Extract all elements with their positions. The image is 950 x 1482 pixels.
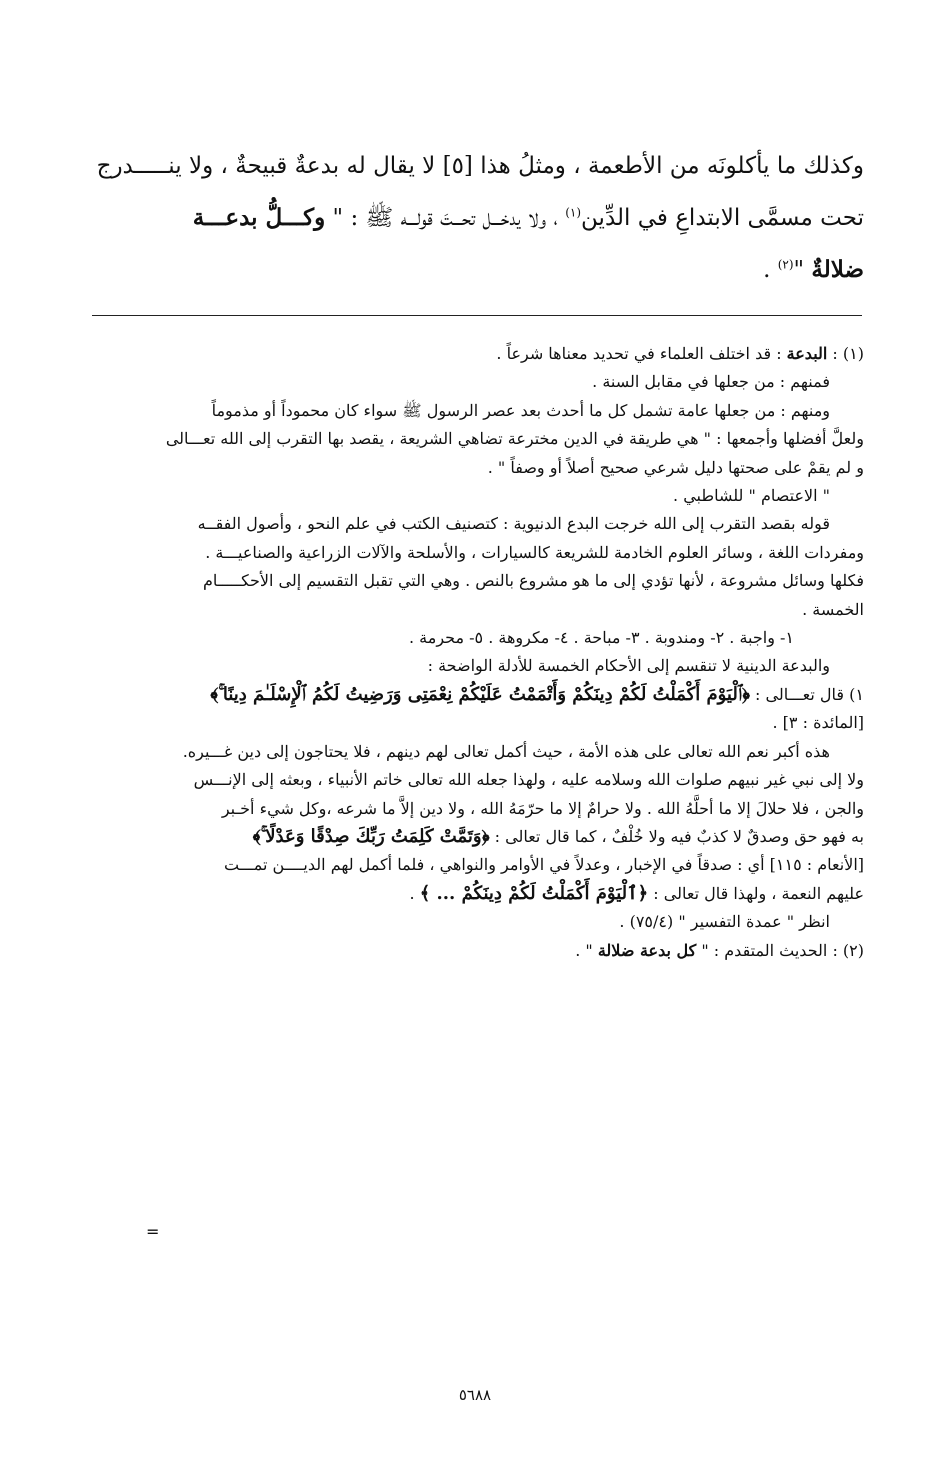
verse-reference: [المائدة : ٣] .: [772, 713, 864, 733]
footnote-1-heading: [88, 340, 864, 368]
footnote-ref-2[interactable]: (٢): [777, 257, 794, 272]
sentence-end: .: [409, 883, 420, 903]
footnote-2-end: " .: [575, 940, 598, 960]
footnote-line: والجن ، فلا حلالَ إلا ما أحلَّهُ الله . ولا حرامٌ إلا ما حرّمَهُ الله ، ولا دين إلاَّ ما شرعه ،وكل شيء أخـبر: [221, 798, 864, 818]
footnote-line: فكلها وسائل مشروعة ، لأنها تؤدي إلى ما هو مشروع بالنص . وهي التي تقبل التقسيم إلى الأحكـــــام: [202, 571, 864, 591]
footnote-line: قوله بقصد التقرب إلى الله خرجت البدع الدنيوية : كتصنيف الكتب في علم النحو ، وأصول الفقــه: [197, 514, 830, 534]
main-line-1-text: وكذلك ما يأكلونَه من الأطعمة ، ومثلُ هذا [٥] لا يقال له بدعةٌ قبيحةٌ ، ولا ينـــــدرج: [96, 153, 864, 179]
footnote-line: والبدعة الدينية لا تنقسم إلى الأحكام الخمسة للأدلة الواضحة :: [427, 656, 830, 676]
footnote-line: فمنهم : من جعلها في مقابل السنة .: [592, 372, 830, 392]
verse-intro: به فهو حق وصدقٌ لا كذبٌ فيه ولا خُلْفٌ ، كما قال تعالى :: [489, 826, 864, 846]
continuation-mark: =: [146, 1222, 160, 1241]
verse-intro: عليهم النعمة ، ولهذا قال تعالى :: [648, 883, 864, 903]
footnote-line: ولا إلى نبي غير نبيهم صلوات الله وسلامه عليه ، ولهذا جعله الله تعالى خاتم الأنبياء ، وبعثه إلى الإنـــس: [193, 770, 864, 790]
footnote-1-definition: : قد اختلف العلماء في تحديد معناها شرعاً .: [496, 344, 787, 363]
verse-line-3: [88, 880, 864, 908]
footnote-line: هذه أكبر نعم الله تعالى على هذه الأمة ، حيث أكمل تعالى لهم دينهم ، فلا يحتاجون إلى دين غـــيره.: [182, 741, 830, 761]
footnote-2: [88, 937, 864, 965]
verse-line-2: [88, 823, 864, 851]
main-text: [86, 140, 864, 296]
footnotes: [88, 340, 864, 965]
main-line-2-text-a: تحت مسمَّى الابتداعِ في الدِّين: [581, 205, 864, 231]
main-line-2-text-b: ، ولا يدخـــل تحـــتَ قولـــه ﷺ : ": [325, 205, 566, 231]
footnote-1-label: (١) :: [827, 344, 864, 363]
footnote-2-label: (٢) : الحديث المتقدم : ": [696, 940, 864, 960]
footnote-line: " الاعتصام " للشاطبي .: [673, 486, 830, 506]
hadith-quote-part-1: وكـــلُّ بدعـــة: [192, 204, 326, 231]
footnote-line: و لم يقمْ على صحتها دليل شرعي صحيح أصلاً أو وصفاً " .: [487, 457, 864, 477]
main-line-1: [86, 140, 864, 192]
footnote-line: ومنهم : من جعلها عامة تشمل كل ما أحدث بعد عصر الرسول ﷺ سواء كان محموداً أو مذموماً: [211, 400, 830, 420]
footnote-line: ولعلَّ أفضلها وأجمعها : " هي طريقة في الدين مخترعة تضاهي الشريعة ، يقصد بها التقرب إلى الله تعـــالى: [165, 429, 864, 449]
hadith-quote-part-2: ضلالةٌ: [811, 256, 864, 283]
footnote-ref-1[interactable]: (١): [565, 205, 582, 220]
quran-verse: ﴿ٱلْيَوْمَ أَكْمَلْتُ لَكُمْ دِينَكُمْ وَأَتْمَمْتُ عَلَيْكُمْ نِعْمَتِى وَرَضِيتُ لَكُمُ ٱلْإِسْلَـٰمَ دِينًا ۚ﴾: [210, 683, 750, 705]
rulings-list: ١- واجبة . ٢- ومندوبة . ٣- مباحة . ٤- مكروهة . ٥- محرمة .: [409, 628, 794, 648]
main-line-3: [86, 244, 864, 296]
footnote-1-term: البدعة: [786, 344, 828, 363]
verse-line-1: [88, 681, 864, 709]
sentence-end: .: [763, 257, 778, 283]
footnote-separator: [92, 315, 862, 316]
footnote-line: ومفردات اللغة ، وسائر العلوم الخادمة للشريعة كالسيارات ، والأسلحة والآلات الزراعية والصناعيـــة .: [205, 542, 864, 562]
footnote-line: الخمسة .: [802, 599, 864, 619]
main-line-2: [86, 192, 864, 244]
page-number: ٥٦٨٨: [458, 1386, 492, 1404]
source-reference: انظر " عمدة التفسير " (٧٥/٤) .: [619, 912, 830, 932]
footnote-2-bold: كل بدعة ضلالة: [597, 940, 697, 960]
quote-close: ": [793, 257, 812, 283]
quran-verse: ﴿وَتَمَّتْ كَلِمَتُ رَبِّكَ صِدْقًا وَعَدْلًا ۚ﴾: [252, 825, 490, 847]
quran-verse: ﴿ٱلْيَوْمَ أَكْمَلْتُ لَكُمْ دِينَكُمْ ... ﴾: [419, 882, 649, 904]
verse-intro: ١) قال تعـــالى :: [749, 684, 864, 704]
footnote-line: [الأنعام : ١١٥] أي : صدقاً في الإخبار ، وعدلاً في الأوامر والنواهي ، فلما أكمل لهم الديــــن تمـــت: [223, 855, 864, 875]
